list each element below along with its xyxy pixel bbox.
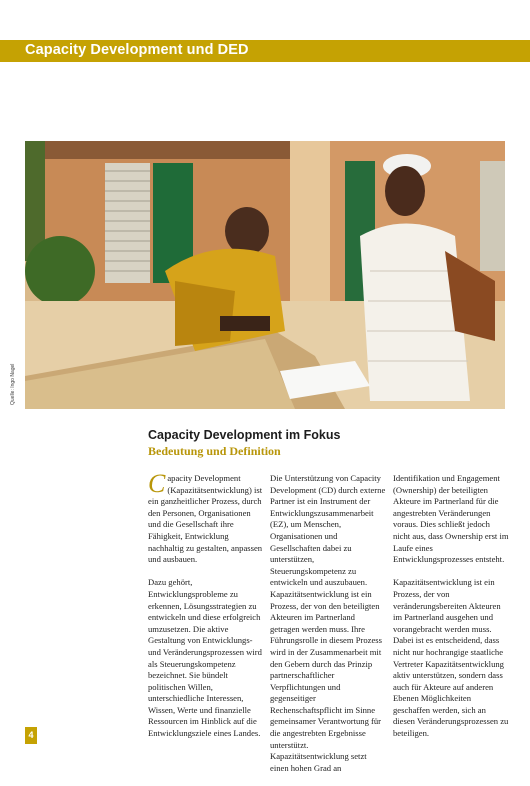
paragraph: Die Unterstützung von Capacity Development (CD) durch externe Partner ist ein Instrument der Entwicklungszusammenarbeit (EZ), um Menschen, Organisationen und Gesellschaften dabei zu unterstützen, Steuerungskompetenz zu entwickeln und auszubauen. Kapazitätsentwicklung ist ein Prozess, der von den beteiligten Akteuren im Partnerland getragen werden muss. Ihre Führungsrolle in diesem Prozess wird in der Zusammenarbeit mit den Gebern durch das Prinzip partnerschaftlicher Verpflichtungen und gegenseitiger Rechenschaftspflicht im Sinne gemeinsamer Verantwortung für die angestrebten Ergebnisse unterstützt. Kapazitätsentwicklung setzt einen hohen Grad an: [270, 473, 386, 773]
section-header-band: [0, 40, 530, 62]
text-column-3: [393, 473, 509, 751]
article-title: Capacity Development im Fokus: [148, 428, 341, 442]
drop-cap: C: [148, 469, 166, 498]
text-column-1: [148, 469, 264, 751]
section-title: Capacity Development und DED: [25, 42, 249, 58]
paragraph: Kapazitätsentwicklung ist ein Prozess, der von veränderungsbereiten Akteuren im Partnerland ausgehen und vorangebracht werden muss. Dabei ist es entscheidend, dass nicht nur hochrangige staatliche Vertreter Kapazitätsentwicklung aktiv unterstützen, sondern dass auch für Akteure auf anderen Ebenen Möglichkeiten geschaffen werden, sich an diesen Veränderungsprozessen zu beteiligen.: [393, 577, 509, 739]
photo: [25, 141, 505, 409]
paragraph: Identifikation und Engagement (Ownership) der beteiligten Akteure im Partnerland für die angestrebten Veränderungen voraus. Dies schließt jedoch nicht aus, dass Ownership erst im Laufe eines Entwicklungsprozesses entsteht.: [393, 473, 509, 565]
article-subtitle: Bedeutung und Definition: [148, 444, 281, 458]
paragraph-text: apacity Development (Kapazitätsentwicklung) ist ein ganzheitlicher Prozess, durch den Personen, Organisationen und die Gesellschaft ihre Fähigkeit, Entwicklung nachhaltig zu gestalten, anpassen und ausbauen.: [148, 473, 263, 565]
page-number: 4: [25, 727, 37, 744]
paragraph: Dazu gehört, Entwicklungsprobleme zu erkennen, Lösungsstrategien zu entwickeln und diese erfolgreich umzusetzen. Die aktive Gestaltung von Entwicklungs- und Veränderungsprozessen wird als Steuerungskompetenz bezeichnet. Sie bündelt politischen Willen, unterschiedliche Interessen, Wissen, Werte und finanzielle Ressourcen im Hinblick auf die Entwicklungsziele eines Landes.: [148, 577, 262, 739]
text-column-2: [270, 473, 386, 786]
paragraph: [148, 469, 264, 566]
photo-credit: Quelle: Ingo Nagel: [10, 363, 16, 405]
photo-illustration: [25, 141, 505, 409]
